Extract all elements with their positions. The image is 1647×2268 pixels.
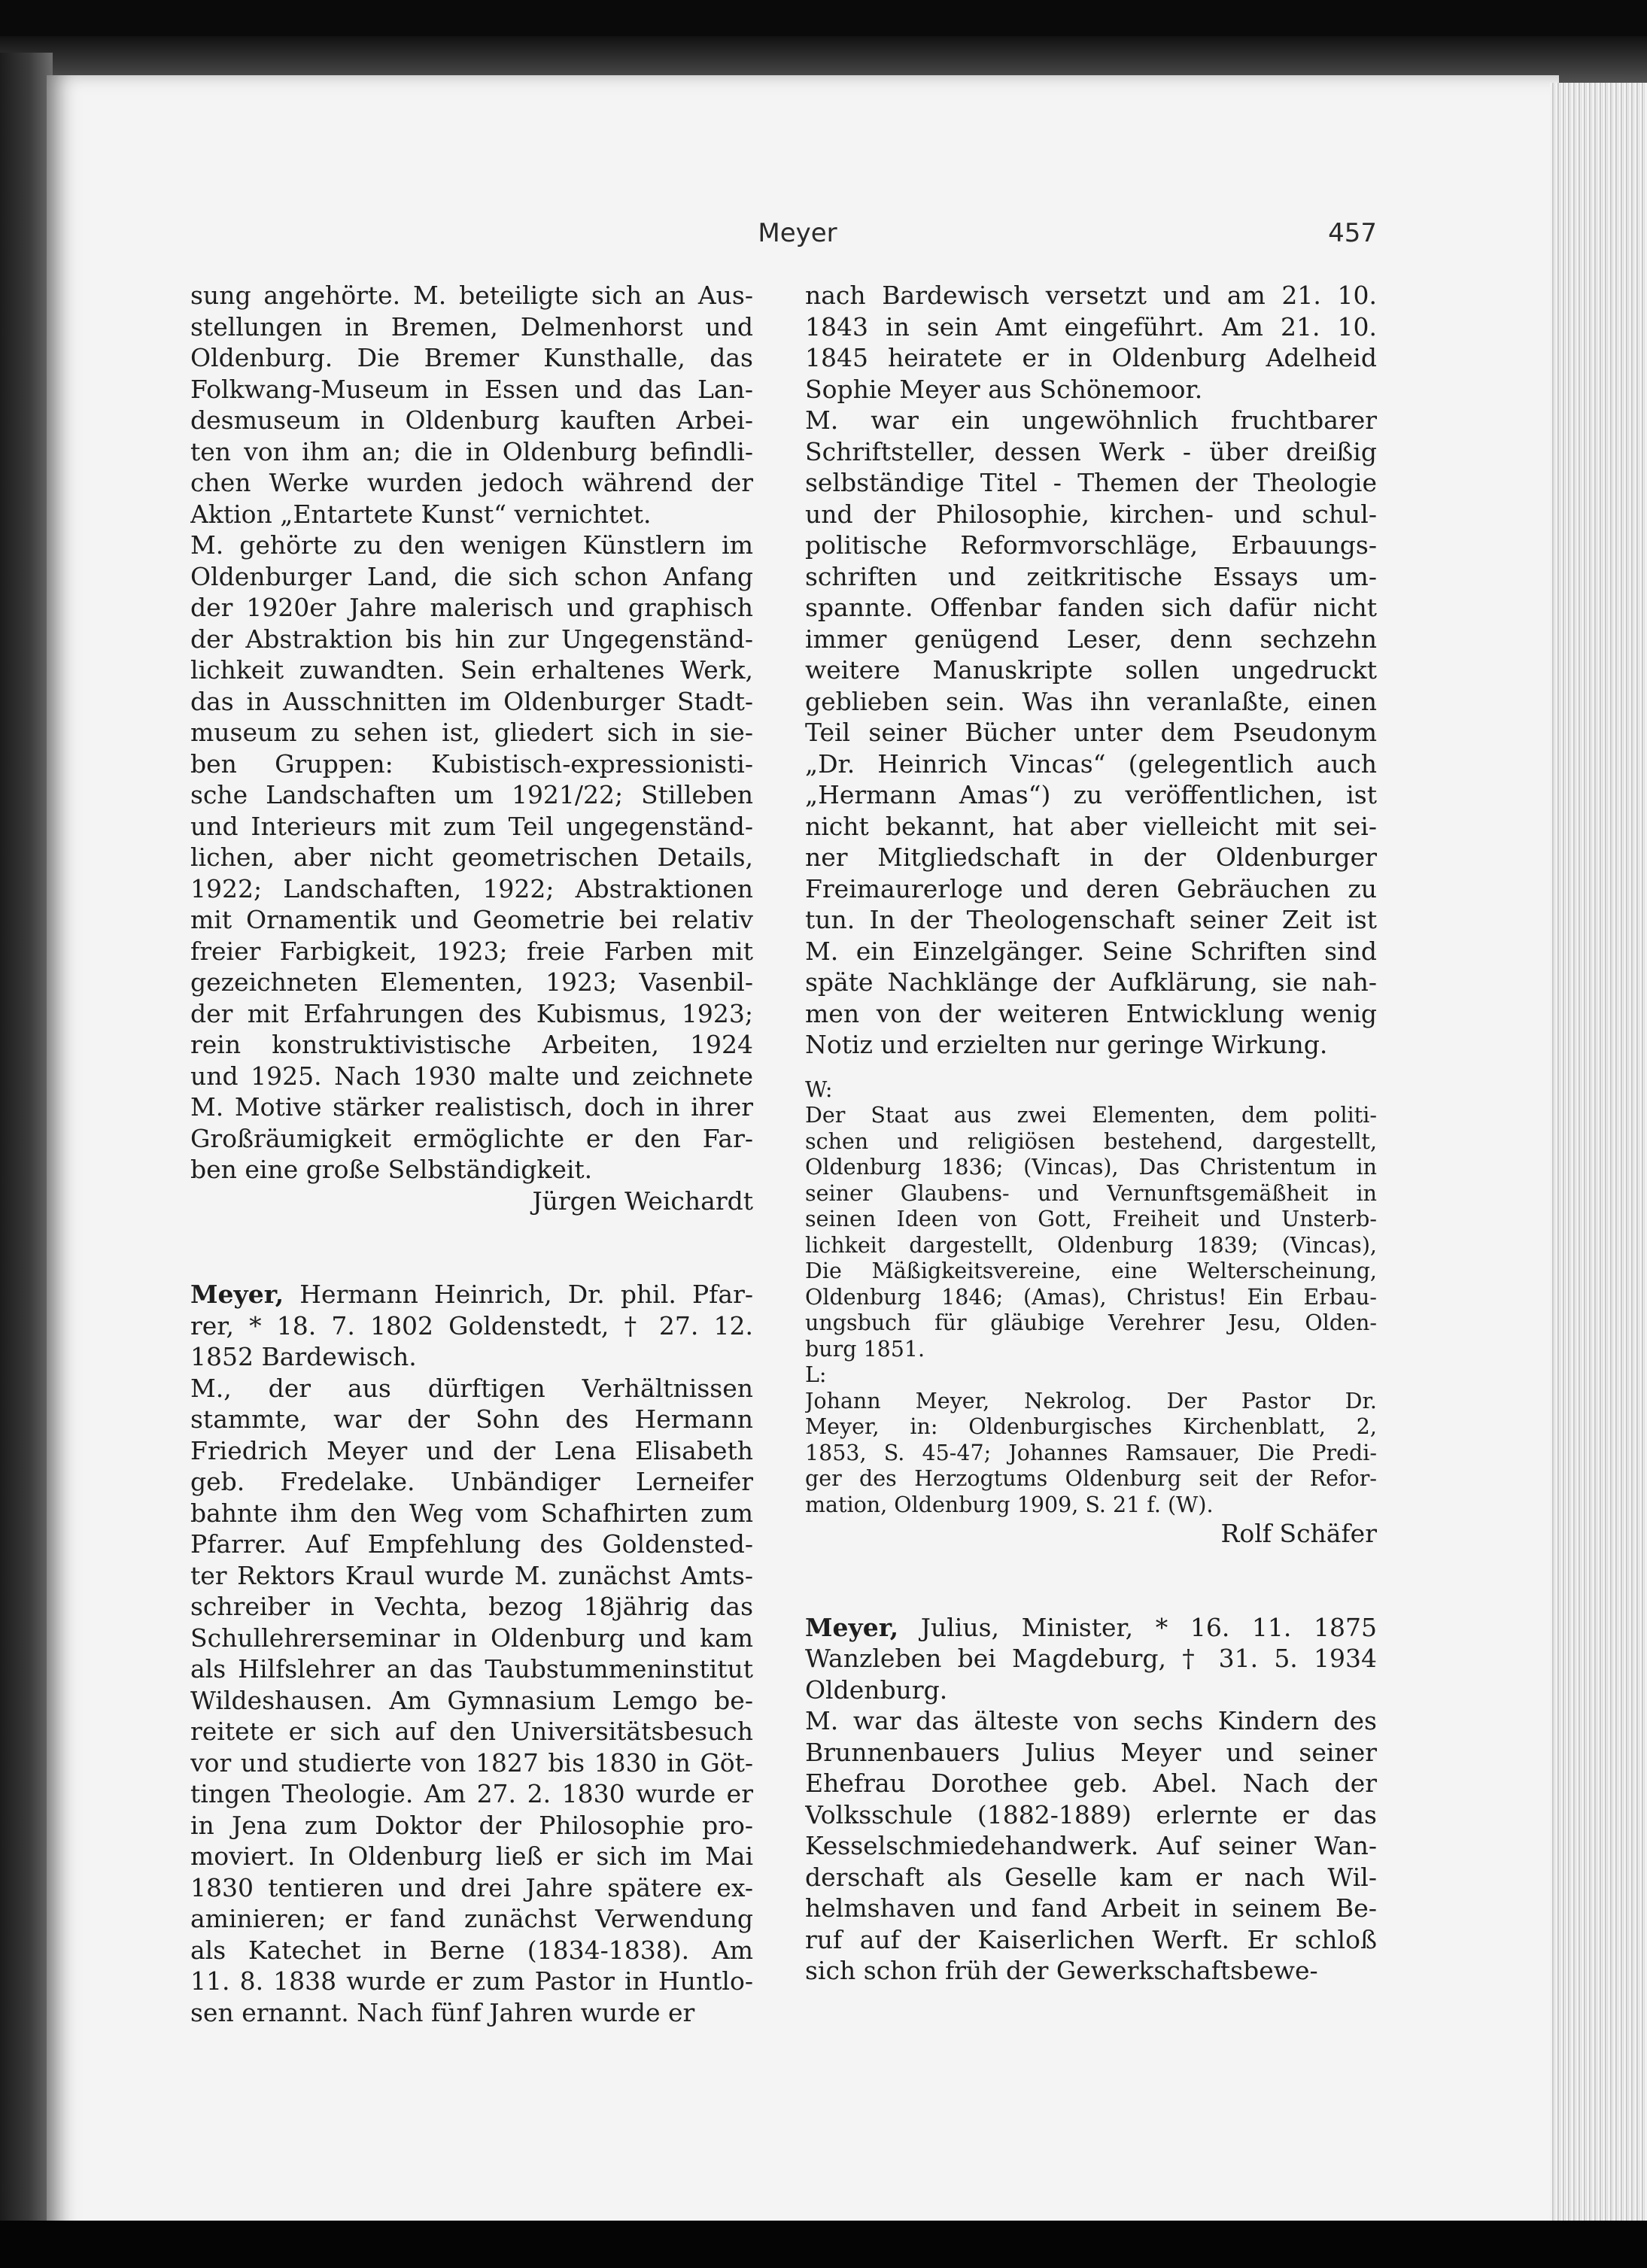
heinrich-continued-line-19: Freimaurerloge und deren Gebräuchen zu <box>805 873 1377 903</box>
literature-label: L: <box>805 1362 827 1387</box>
continuation-line-25: und 1925. Nach 1930 malte und zeichnete <box>190 1061 753 1091</box>
heinrich-body-line-15: moviert. In Oldenburg ließ er sich im Mai <box>190 1841 753 1871</box>
heinrich-continued-line-23: men von der weiteren Entwicklung wenig <box>805 998 1377 1028</box>
entry-heinrich-header-line-0 <box>190 1279 753 1310</box>
entry-heinrich-continued <box>805 280 1377 1061</box>
page-number: 457 <box>1328 218 1377 248</box>
heinrich-continued-line-7: und der Philosophie, kirchen- und schul- <box>805 499 1377 529</box>
right-column <box>805 280 1377 1987</box>
continuation-line-3: Folkwang-Museum in Essen und das Lan- <box>190 374 753 404</box>
heinrich-continued-line-12: weitere Manuskripte sollen ungedruckt <box>805 655 1377 685</box>
heinrich-continued-line-8: politische Reformvorschläge, Erbauungs- <box>805 530 1377 560</box>
continuation-line-6: chen Werke wurden jedoch während der <box>190 468 753 497</box>
entry-heinrich-header <box>190 1279 753 1373</box>
heinrich-body-line-17: aminieren; er fand zunächst Verwendung <box>190 1904 753 1933</box>
heinrich-continued-line-11: immer genügend Leser, denn sechzehn <box>805 624 1377 654</box>
heinrich-author: Rolf Schäfer <box>1220 1519 1377 1548</box>
heinrich-body-line-4: bahnte ihm den Weg vom Schafhirten zum <box>190 1498 753 1528</box>
continuation-line-22: gezeichneten Elementen, 1923; Vasenbil- <box>190 967 753 997</box>
literature-list <box>805 1389 1377 1519</box>
continuation-line-21: freier Farbigkeit, 1923; freie Farben mit <box>190 936 753 966</box>
literature-line-1: Meyer, in: Oldenburgisches Kirchenblatt, 2, <box>805 1414 1377 1439</box>
heinrich-continued-line-13: geblieben sein. Was ihn veranlaßte, einen <box>805 686 1377 716</box>
works-label: W: <box>805 1076 833 1102</box>
continuation-line-18: lichen, aber nicht geometrischen Details, <box>190 843 753 872</box>
works-line-8: ungsbuch für gläubige Verehrer Jesu, Olden- <box>805 1310 1377 1335</box>
heinrich-body-line-19: 11. 8. 1838 wurde er zum Pastor in Huntlo- <box>190 1966 753 1996</box>
literature-line-0: Johann Meyer, Nekrolog. Der Pastor Dr. <box>805 1388 1377 1413</box>
entry-heinrich-name: Meyer, <box>190 1280 284 1309</box>
works-line-6: Die Mäßigkeitsvereine, eine Welterscheinung, <box>805 1258 1377 1283</box>
running-head: Meyer <box>758 218 837 248</box>
entry-julius-header-text-0: Julius, Minister, * 16. 11. 1875 <box>898 1612 1377 1642</box>
continuation-line-28: ben eine große Selbständigkeit. <box>190 1155 593 1184</box>
heinrich-continued-line-10: spannte. Offenbar fanden sich dafür nicht <box>805 593 1377 622</box>
continuation-author: Jürgen Weichardt <box>532 1186 753 1216</box>
heinrich-body-line-9: als Hilfslehrer an das Taubstummeninstitut <box>190 1654 753 1684</box>
heinrich-body-line-14: in Jena zum Doktor der Philosophie pro- <box>190 1810 753 1840</box>
heinrich-continued-line-3: Sophie Meyer aus Schönemoor. <box>805 374 1203 404</box>
heinrich-body-line-5: Pfarrer. Auf Empfehlung des Goldensted- <box>190 1529 753 1559</box>
continuation-line-0: sung angehörte. M. beteiligte sich an Aus- <box>190 281 753 310</box>
heinrich-continued-line-0: nach Bardewisch versetzt und am 21. 10. <box>805 281 1377 310</box>
entry-heinrich-header-line-1: rer, * 18. 7. 1802 Goldenstedt, † 27. 12. <box>190 1310 753 1340</box>
continuation-line-17: und Interieurs mit zum Teil ungegenständ- <box>190 811 753 841</box>
heinrich-body-line-10: Wildeshausen. Am Gymnasium Lemgo be- <box>190 1685 753 1715</box>
continuation-line-14: museum zu sehen ist, gliedert sich in sie- <box>190 718 753 747</box>
entry-julius-body <box>805 1705 1377 1987</box>
continuation-line-12: lichkeit zuwandten. Sein erhaltenes Werk, <box>190 655 753 685</box>
heinrich-continued-line-24: Notiz und erzielten nur geringe Wirkung. <box>805 1030 1328 1059</box>
heinrich-continued-line-22: späte Nachklänge der Aufklärung, sie nah- <box>805 967 1377 997</box>
continuation-line-7: Aktion „Entartete Kunst“ vernichtet. <box>190 499 652 529</box>
continuation-line-19: 1922; Landschaften, 1922; Abstraktionen <box>190 873 753 903</box>
works-line-4: seinen Ideen von Gott, Freiheit und Unsterb- <box>805 1207 1377 1231</box>
continuation-line-2: Oldenburg. Die Bremer Kunsthalle, das <box>190 343 753 372</box>
heinrich-body-line-7: schreiber in Vechta, bezog 18jährig das <box>190 1592 753 1621</box>
heinrich-continued-line-5: Schriftsteller, dessen Werk - über dreißig <box>805 436 1377 466</box>
heinrich-continued-line-20: tun. In der Theologenschaft seiner Zeit ist <box>805 905 1377 934</box>
works-line-2: Oldenburg 1836; (Vincas), Das Christentum in <box>805 1155 1377 1180</box>
left-column <box>190 280 753 2028</box>
continuation-line-24: rein konstruktivistische Arbeiten, 1924 <box>190 1030 753 1059</box>
works-line-5: lichkeit dargestellt, Oldenburg 1839; (Vincas), <box>805 1232 1377 1258</box>
works-line-9: burg 1851. <box>805 1336 925 1362</box>
julius-body-line-1: Brunnenbauers Julius Meyer und seiner <box>805 1737 1377 1767</box>
julius-body-line-6: helmshaven und fand Arbeit in seinem Be- <box>805 1893 1377 1923</box>
entry-julius-header-line-1: Wanzleben bei Magdeburg, † 31. 5. 1934 <box>805 1644 1377 1673</box>
heinrich-continued-line-17: nicht bekannt, hat aber vielleicht mit sei- <box>805 811 1377 841</box>
continuation-line-4: desmuseum in Oldenburg kauften Arbei- <box>190 405 753 435</box>
heinrich-continued-line-6: selbständige Titel - Themen der Theologie <box>805 468 1377 497</box>
heinrich-continued-line-9: schriften und zeitkritische Essays um- <box>805 561 1377 591</box>
julius-body-line-4: Kesselschmiedehandwerk. Auf seiner Wan- <box>805 1831 1377 1860</box>
continuation-line-10: der 1920er Jahre malerisch und graphisch <box>190 593 753 622</box>
works-line-7: Oldenburg 1846; (Amas), Christus! Ein Erbau- <box>805 1284 1377 1310</box>
continuation-line-16: sche Landschaften um 1921/22; Stilleben <box>190 780 753 809</box>
heinrich-body-line-16: 1830 tentieren und drei Jahre spätere ex- <box>190 1872 753 1902</box>
works-line-1: schen und religiösen bestehend, dargestellt, <box>805 1128 1377 1154</box>
heinrich-body-line-2: Friedrich Meyer und der Lena Elisabeth <box>190 1435 753 1465</box>
heinrich-body-line-8: Schullehrerseminar in Oldenburg und kam <box>190 1623 753 1653</box>
continuation-line-20: mit Ornamentik und Geometrie bei relativ <box>190 905 753 934</box>
literature-line-2: 1853, S. 45-47; Johannes Ramsauer, Die Predi- <box>805 1440 1377 1465</box>
heinrich-body-line-1: stammte, war der Sohn des Hermann <box>190 1404 753 1434</box>
heinrich-body-line-0: M., der aus dürftigen Verhältnissen <box>190 1373 753 1403</box>
heinrich-body-line-6: ter Rektors Kraul wurde M. zunächst Amts- <box>190 1560 753 1590</box>
continuation-line-15: ben Gruppen: Kubistisch-expressionisti- <box>190 748 753 779</box>
heinrich-body-line-11: reitete er sich auf den Universitätsbesuch <box>190 1717 753 1746</box>
continuation-line-13: das in Ausschnitten im Oldenburger Stadt- <box>190 686 753 716</box>
continuation-line-9: Oldenburger Land, die sich schon Anfang <box>190 561 753 591</box>
entry-julius-name: Meyer, <box>805 1612 899 1642</box>
continuation-line-8: M. gehörte zu den wenigen Künstlern im <box>190 530 753 560</box>
heinrich-continued-line-14: Teil seiner Bücher unter dem Pseudonym <box>805 718 1377 747</box>
literature-line-4: mation, Oldenburg 1909, S. 21 f. (W). <box>805 1492 1214 1517</box>
entry-heinrich-body <box>190 1373 753 2029</box>
heinrich-continued-line-21: M. ein Einzelgänger. Seine Schriften sind <box>805 936 1377 966</box>
entry-heinrich-header-line-2: 1852 Bardewisch. <box>190 1342 417 1371</box>
heinrich-body-line-13: tingen Theologie. Am 27. 2. 1830 wurde er <box>190 1779 753 1808</box>
julius-body-line-3: Volksschule (1882-1889) erlernte er das <box>805 1799 1377 1829</box>
works-line-0: Der Staat aus zwei Elementen, dem politi- <box>805 1103 1377 1128</box>
heinrich-continued-line-16: „Hermann Amas“) zu veröffentlichen, ist <box>805 780 1377 809</box>
heinrich-continued-line-1: 1843 in sein Amt eingeführt. Am 21. 10. <box>805 311 1377 342</box>
continuation-line-23: der mit Erfahrungen des Kubismus, 1923; <box>190 998 753 1028</box>
works-line-3: seiner Glaubens- und Vernunftsgemäßheit in <box>805 1180 1377 1206</box>
julius-body-line-8: sich schon früh der Gewerkschaftsbewe- <box>805 1956 1318 1985</box>
entry-julius-header <box>805 1612 1377 1706</box>
works-list <box>805 1103 1377 1362</box>
heinrich-continued-line-18: ner Mitgliedschaft in der Oldenburger <box>805 843 1377 872</box>
continuation-line-5: ten von ihm an; die in Oldenburg befindli- <box>190 436 753 466</box>
continuation-line-11: der Abstraktion bis hin zur Ungegenständ- <box>190 624 753 654</box>
continuation-text <box>190 280 753 1186</box>
julius-body-line-2: Ehefrau Dorothee geb. Abel. Nach der <box>805 1769 1377 1798</box>
continuation-line-27: Großräumigkeit ermöglichte er den Far- <box>190 1123 753 1153</box>
continuation-line-26: M. Motive stärker realistisch, doch in ihrer <box>190 1092 753 1122</box>
heinrich-body-line-18: als Katechet in Berne (1834-1838). Am <box>190 1935 753 1965</box>
heinrich-continued-line-15: „Dr. Heinrich Vincas“ (gelegentlich auch <box>805 748 1377 779</box>
entry-julius-header-line-0 <box>805 1612 1377 1644</box>
heinrich-continued-line-4: M. war ein ungewöhnlich fruchtbarer <box>805 405 1377 435</box>
heinrich-body-line-20: sen ernannt. Nach fünf Jahren wurde er <box>190 1997 695 2027</box>
heinrich-body-line-3: geb. Fredelake. Unbändiger Lerneifer <box>190 1467 753 1496</box>
julius-body-line-0: M. war das älteste von sechs Kindern des <box>805 1706 1377 1735</box>
julius-body-line-7: ruf auf der Kaiserlichen Werft. Er schloß <box>805 1924 1377 1954</box>
heinrich-continued-line-2: 1845 heiratete er in Oldenburg Adelheid <box>805 343 1377 372</box>
continuation-line-1: stellungen in Bremen, Delmenhorst und <box>190 311 753 342</box>
literature-line-3: ger des Herzogtums Oldenburg seit der Refor- <box>805 1466 1377 1491</box>
entry-julius-header-line-2: Oldenburg. <box>805 1674 948 1705</box>
heinrich-body-line-12: vor und studierte von 1827 bis 1830 in Göt- <box>190 1747 753 1778</box>
entry-heinrich-header-text-0: Hermann Heinrich, Dr. phil. Pfar- <box>284 1280 753 1309</box>
julius-body-line-5: derschaft als Geselle kam er nach Wil- <box>805 1862 1377 1892</box>
